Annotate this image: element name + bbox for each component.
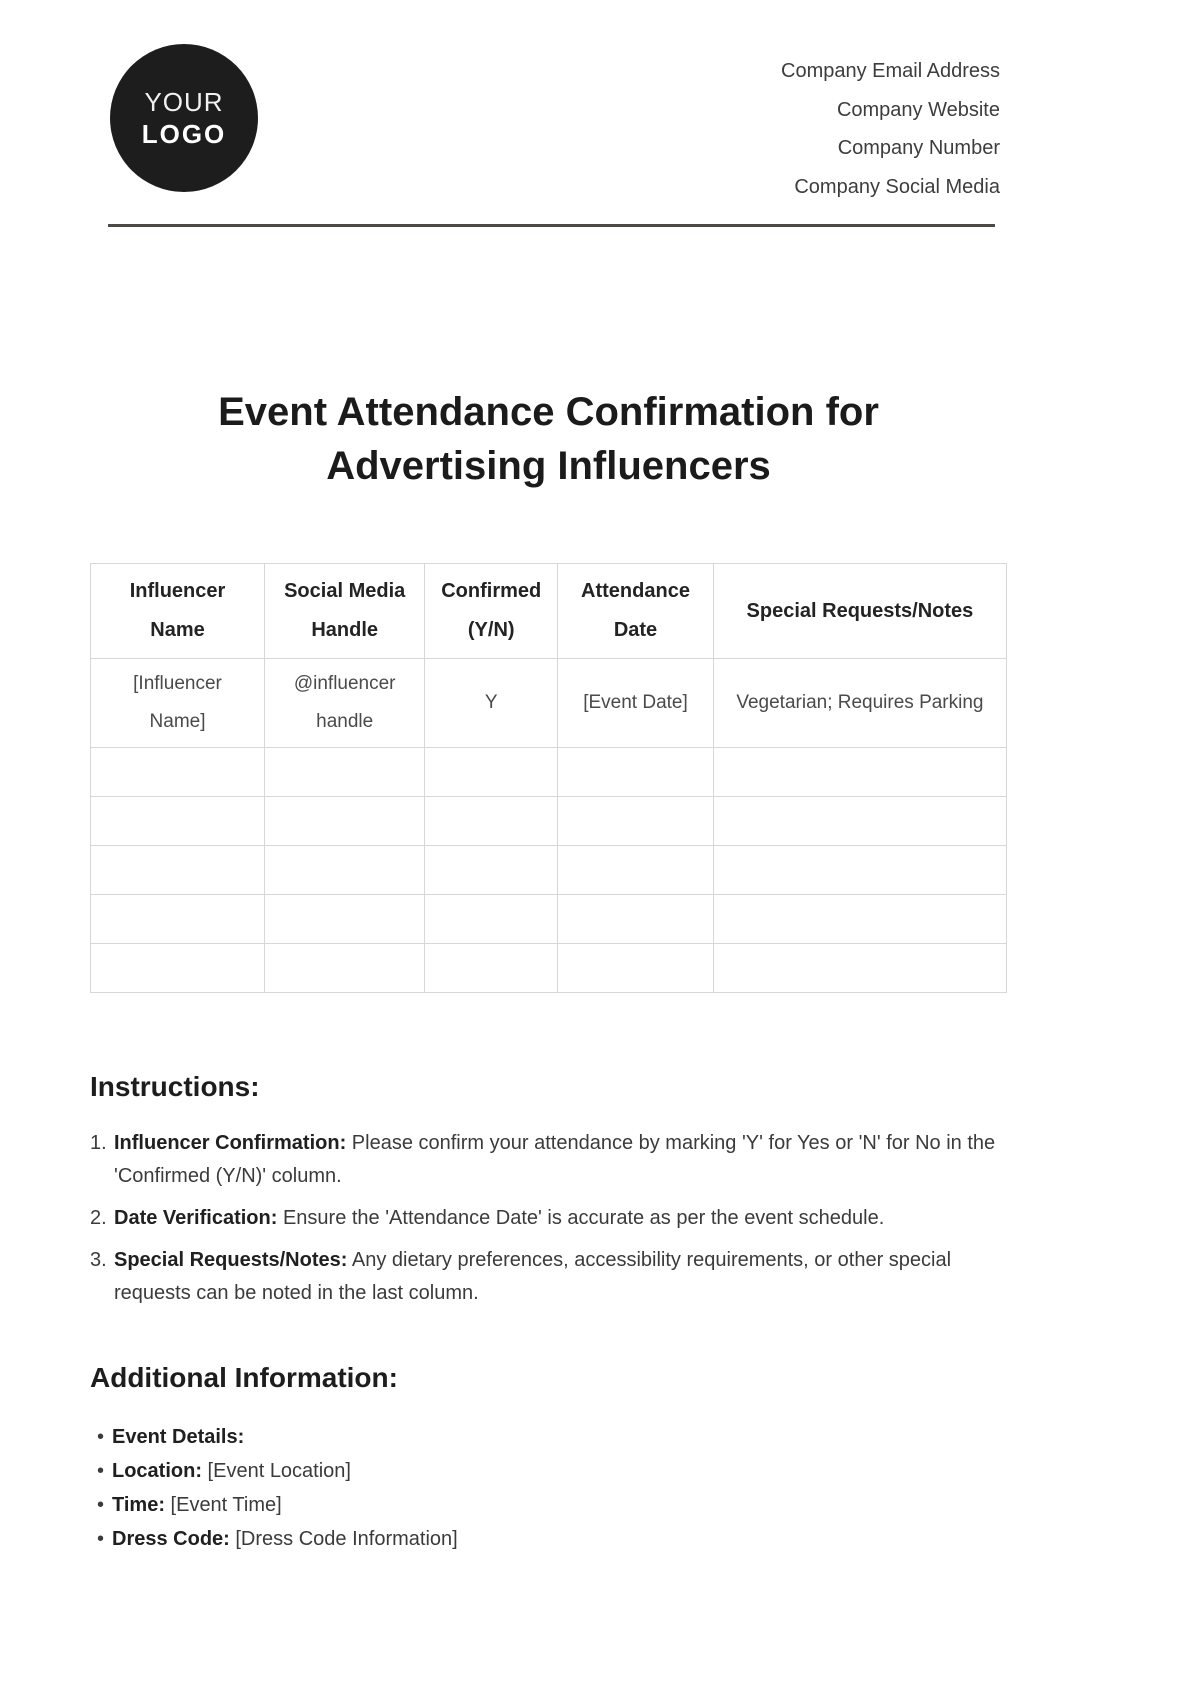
- instruction-body: Ensure the 'Attendance Date' is accurate as per the event schedule.: [277, 1207, 885, 1229]
- bullet-icon: •: [97, 1426, 105, 1448]
- table-cell: [558, 846, 714, 895]
- table-row: [91, 846, 1007, 895]
- additional-value: [Event Time]: [164, 1494, 282, 1516]
- logo-text-logo: LOGO: [141, 119, 227, 149]
- table-cell: [425, 895, 558, 944]
- additional-text: [112, 1420, 1007, 1454]
- attendance-table: [90, 563, 1007, 993]
- table-cell: [713, 895, 1006, 944]
- additional-information-list: [90, 1420, 1007, 1556]
- table-cell: [558, 797, 714, 846]
- instruction-text: [114, 1244, 1007, 1310]
- additional-item-location: [90, 1454, 1007, 1488]
- page-header: [0, 44, 1200, 206]
- instruction-label: Date Verification:: [114, 1207, 278, 1229]
- table-cell: @influencer handle: [265, 659, 425, 748]
- list-number: 2.: [90, 1207, 107, 1229]
- table-cell: [558, 944, 714, 993]
- list-number: 3.: [90, 1249, 107, 1271]
- table-row: [91, 895, 1007, 944]
- table-cell: [265, 797, 425, 846]
- table-cell: [265, 944, 425, 993]
- additional-label: Event Details:: [112, 1426, 245, 1448]
- table-cell: [713, 846, 1006, 895]
- additional-item-time: [90, 1488, 1007, 1522]
- table-cell: [Influencer Name]: [91, 659, 265, 748]
- additional-label: Location:: [112, 1460, 202, 1482]
- table-cell: [91, 895, 265, 944]
- table-row: [91, 944, 1007, 993]
- additional-text: [112, 1488, 1007, 1522]
- table-cell: [713, 748, 1006, 797]
- additional-label: Time:: [112, 1494, 165, 1516]
- additional-value: [Dress Code Information]: [229, 1528, 458, 1550]
- table-cell: [558, 748, 714, 797]
- instruction-text: [114, 1202, 1007, 1235]
- table-cell: [425, 797, 558, 846]
- instruction-text: [114, 1127, 1007, 1193]
- table-cell: [91, 748, 265, 797]
- page-title: Event Attendance Confirmation for Advertising Influencers: [218, 390, 879, 488]
- additional-text: [112, 1522, 1007, 1556]
- document-content: [0, 385, 1200, 1556]
- table-row: [91, 797, 1007, 846]
- company-number: Company Number: [837, 137, 1000, 159]
- table-cell: [Event Date]: [558, 659, 714, 748]
- instructions-list: [90, 1127, 1007, 1310]
- instruction-label: Special Requests/Notes:: [114, 1249, 348, 1271]
- table-row: [91, 659, 1007, 748]
- table-cell: [265, 895, 425, 944]
- additional-information-heading: Additional Information:: [90, 1362, 398, 1393]
- table-header-attendance-date: Attendance Date: [558, 564, 714, 659]
- additional-value: [Event Location]: [202, 1460, 351, 1482]
- instruction-label: Influencer Confirmation:: [114, 1132, 347, 1154]
- table-cell: [265, 748, 425, 797]
- table-cell: [425, 748, 558, 797]
- table-cell: [91, 797, 265, 846]
- additional-item-event-details: [90, 1420, 1007, 1454]
- table-cell: [425, 846, 558, 895]
- instruction-body: Please confirm your attendance by marking 'Y' for Yes or 'N' for No in the 'Confirmed (Y/N)' column.: [114, 1132, 996, 1187]
- table-row: [91, 748, 1007, 797]
- table-cell: [91, 846, 265, 895]
- instruction-item-3: [90, 1244, 1007, 1310]
- table-cell: [91, 944, 265, 993]
- additional-label: Dress Code:: [112, 1528, 230, 1550]
- company-logo: [110, 44, 258, 192]
- table-header-confirmed: Confirmed (Y/N): [425, 564, 558, 659]
- company-contact-block: [781, 44, 1000, 206]
- list-number: 1.: [90, 1132, 107, 1154]
- instruction-item-1: [90, 1127, 1007, 1193]
- table-cell: [265, 846, 425, 895]
- instruction-body: Any dietary preferences, accessibility requirements, or other special requests can be noted in the last column.: [114, 1249, 952, 1304]
- instructions-heading: Instructions:: [90, 1071, 260, 1102]
- table-header-special-requests: Special Requests/Notes: [713, 564, 1006, 659]
- table-cell: [713, 797, 1006, 846]
- bullet-icon: •: [97, 1494, 105, 1516]
- company-email: Company Email Address: [781, 60, 1000, 82]
- company-website: Company Website: [836, 98, 1000, 121]
- table-cell: [713, 944, 1006, 993]
- table-header-influencer-name: Influencer Name: [91, 564, 265, 659]
- bullet-icon: •: [97, 1528, 105, 1550]
- additional-item-dress-code: [90, 1522, 1007, 1556]
- bullet-icon: •: [97, 1460, 105, 1482]
- logo-text-your: YOUR: [144, 86, 224, 117]
- instruction-item-2: [90, 1202, 1007, 1235]
- table-cell: [425, 944, 558, 993]
- table-header-social-media-handle: Social Media Handle: [265, 564, 425, 659]
- additional-text: [112, 1454, 1007, 1488]
- header-divider: [108, 224, 995, 227]
- table-header-row: [91, 564, 1007, 659]
- table-cell: Y: [425, 659, 558, 748]
- company-social-media: Company Social Media: [794, 175, 1000, 198]
- table-cell: Vegetarian; Requires Parking: [713, 659, 1006, 748]
- table-cell: [558, 895, 714, 944]
